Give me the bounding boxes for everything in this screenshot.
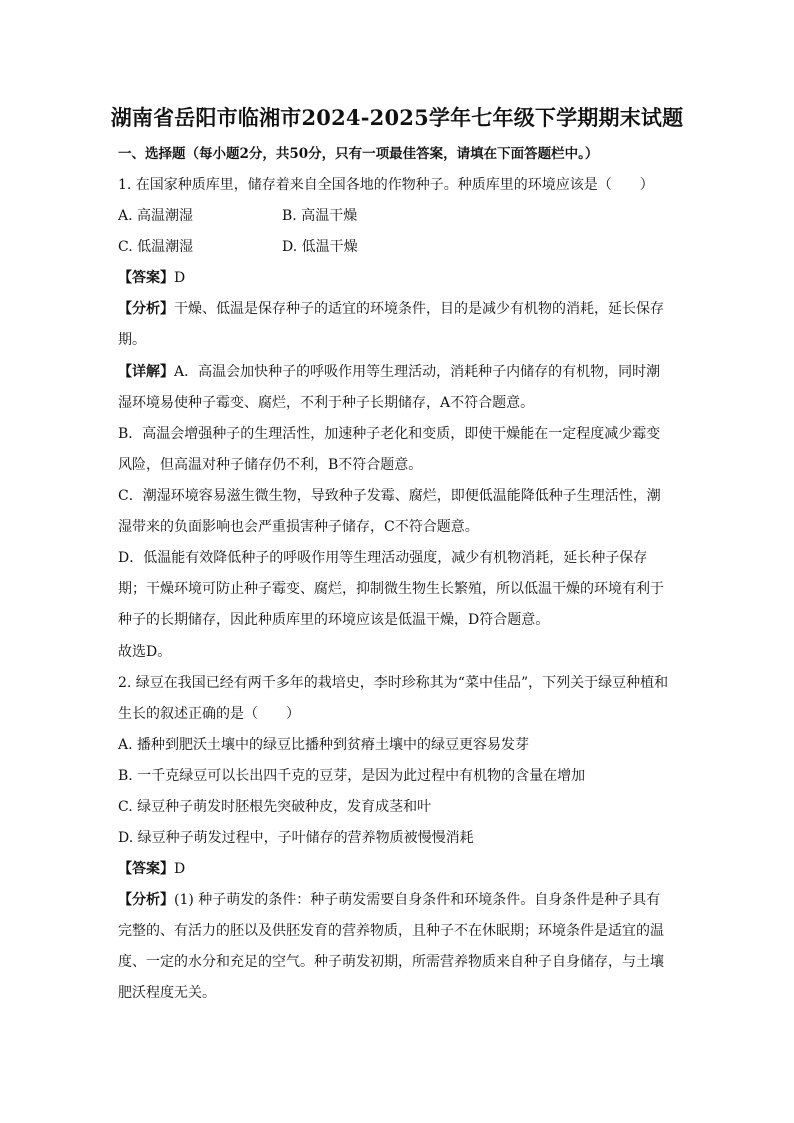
q1-detail-a-line-2: 湿环境易使种子霉变、腐烂，不利于种子长期储存，A不符合题意。	[118, 395, 535, 411]
q1-option-b: B. 高温干燥	[282, 208, 358, 224]
q2-option-d: D. 绿豆种子萌发过程中，子叶储存的营养物质被慢慢消耗	[118, 830, 474, 846]
q1-conclusion: 故选D。	[118, 644, 172, 660]
answer-value: D	[174, 861, 186, 877]
q1-analysis-line-2: 期。	[118, 332, 146, 348]
answer-tag: 【答案】	[118, 861, 174, 877]
q2-analysis-line-3: 度、一定的水分和充足的空气。种子萌发初期，所需营养物质来自种子自身储存，与土壤	[118, 954, 664, 970]
detail-tag: 【详解】	[118, 364, 174, 380]
q2-option-b: B. 一千克绿豆可以长出四千克的豆芽，是因为此过程中有机物的含量在增加	[118, 768, 586, 784]
analysis-tag: 【分析】	[118, 301, 174, 317]
q2-analysis-line-1	[118, 890, 660, 910]
q1-detail-a-line-1	[118, 362, 660, 382]
q2-answer	[118, 859, 185, 879]
q2-analysis-line-2: 完整的、有活力的胚以及供胚发育的营养物质，且种子不在休眠期；环境条件是适宜的温	[118, 923, 664, 939]
q1-detail-c-line-2: 湿带来的负面影响也会严重损害种子储存，C不符合题意。	[118, 519, 479, 535]
q1-detail-d-line-1: D．低温能有效降低种子的呼吸作用等生理活动强度，减少有机物消耗，延长种子保存	[118, 550, 648, 566]
analysis-tag: 【分析】	[118, 892, 174, 908]
document-title: 湖南省岳阳市临湘市2024-2025学年七年级下学期期末试题	[110, 105, 684, 130]
q1-detail-c-line-1: C．潮湿环境容易滋生微生物，导致种子发霉、腐烂，即便低温能降低种子生理活性，潮	[118, 488, 661, 504]
q2-analysis-line-4: 肥沃程度无关。	[118, 985, 216, 1001]
q2-stem-line-2: 生长的叙述正确的是（ ）	[118, 706, 300, 722]
q1-stem: 1. 在国家种质库里，储存着来自全国各地的作物种子。种质库里的环境应该是（ ）	[118, 177, 654, 193]
detail-text: A．高温会加快种子的呼吸作用等生理活动，消耗种子内储存的有机物，同时潮	[174, 364, 661, 380]
q2-stem-line-1: 2. 绿豆在我国已经有两千多年的栽培史，李时珍称其为“菜中佳品”，下列关于绿豆种植和	[118, 675, 669, 691]
q1-detail-d-line-3: 种子的长期储存，因此种质库里的环境应该是低温干燥，D符合题意。	[118, 612, 550, 628]
q2-option-a: A. 播种到肥沃土壤中的绿豆比播种到贫瘠土壤中的绿豆更容易发芽	[118, 737, 530, 753]
q1-detail-b-line-2: 风险，但高温对种子储存仍不利，B不符合题意。	[118, 457, 423, 473]
analysis-text: 干燥、低温是保存种子的适宜的环境条件，目的是减少有机物的消耗，延长保存	[174, 301, 664, 317]
analysis-text: (1) 种子萌发的条件：种子萌发需要自身条件和环境条件。自身条件是种子具有	[174, 892, 661, 908]
q1-option-a: A. 高温潮湿	[118, 208, 194, 224]
q1-detail-b-line-1: B．高温会增强种子的生理活性，加速种子老化和变质，即使干燥能在一定程度减少霉变	[118, 426, 661, 442]
q1-option-c: C. 低温潮湿	[118, 239, 194, 255]
q1-option-d: D. 低温干燥	[282, 239, 358, 255]
q2-option-c: C. 绿豆种子萌发时胚根先突破种皮，发育成茎和叶	[118, 799, 432, 815]
answer-value: D	[174, 270, 186, 286]
q1-detail-d-line-2: 期；干燥环境可防止种子霉变、腐烂，抑制微生物生长繁殖，所以低温干燥的环境有利于	[118, 581, 664, 597]
answer-tag: 【答案】	[118, 270, 174, 286]
q1-analysis-line-1	[118, 299, 664, 319]
section-heading: 一、选择题（每小题2分，共50分，只有一项最佳答案，请填在下面答题栏中。）	[118, 146, 599, 162]
q1-answer	[118, 268, 185, 288]
